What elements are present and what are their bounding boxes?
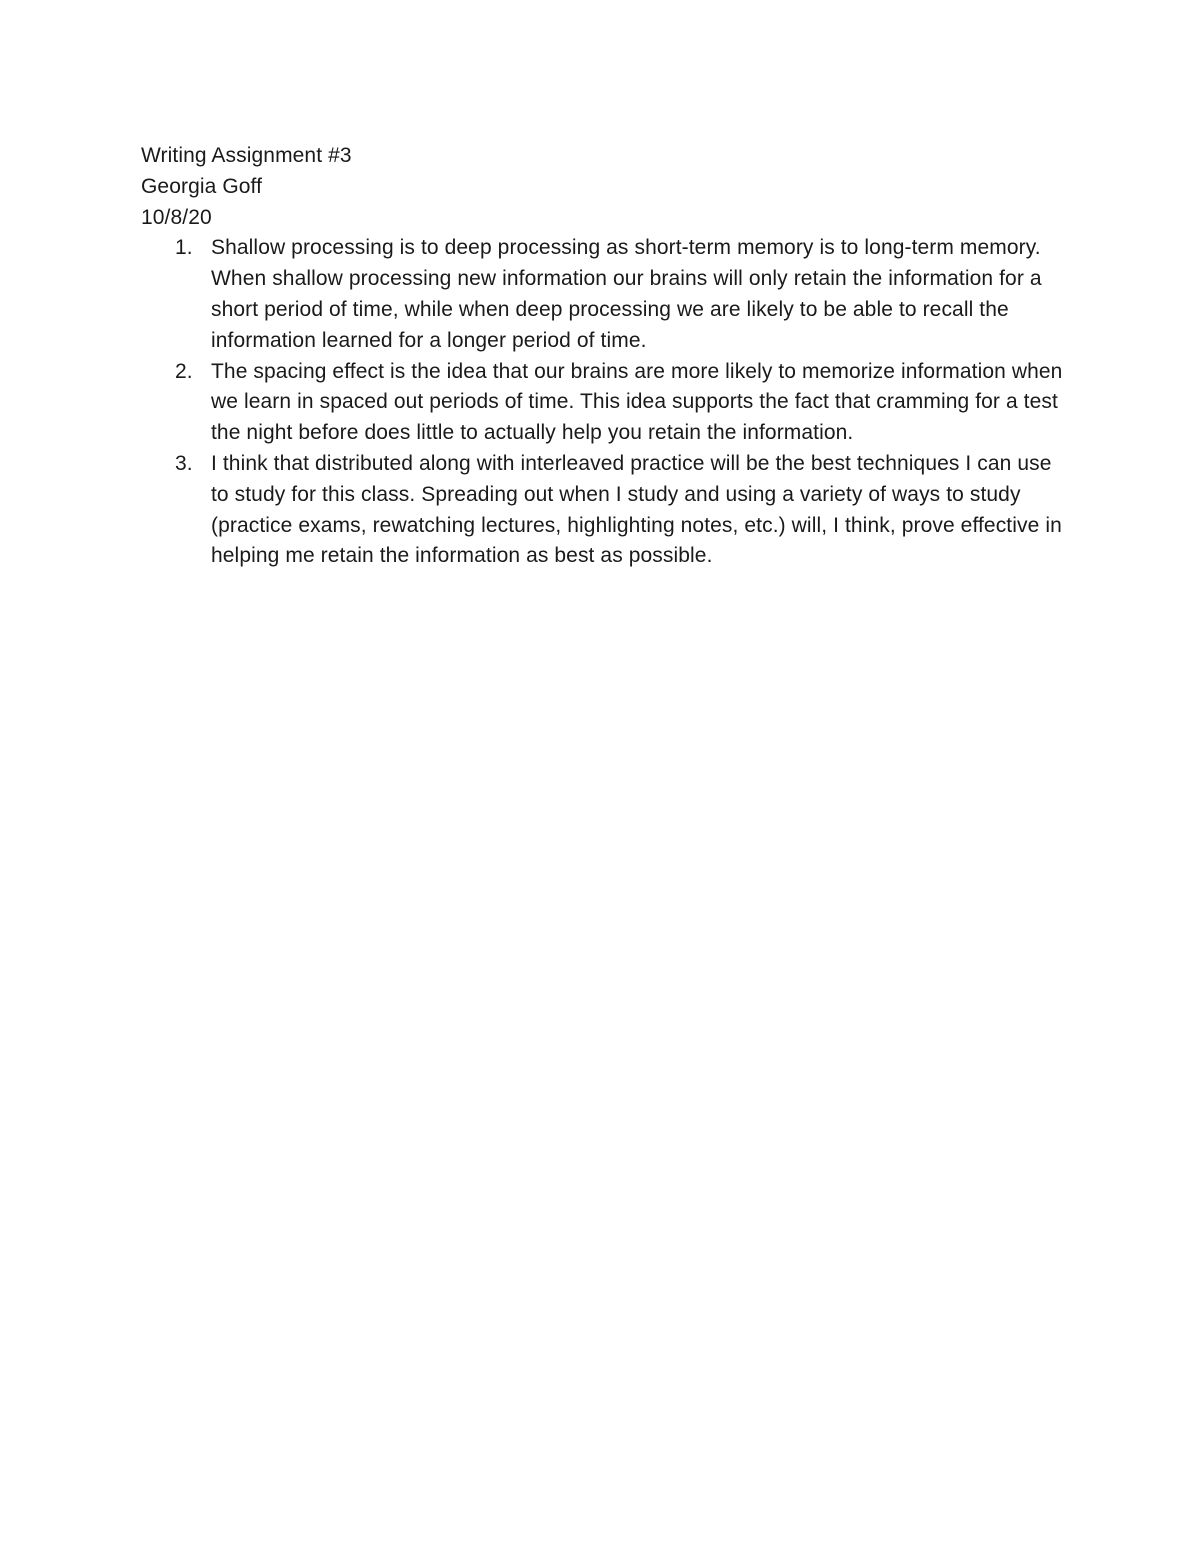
answer-item-3 bbox=[141, 449, 1071, 572]
answer-number-2: 2. bbox=[175, 359, 193, 383]
assignment-date: 10/8/20 bbox=[141, 205, 212, 229]
assignment-title: Writing Assignment #3 bbox=[141, 144, 352, 167]
answer-text-1: Shallow processing is to deep processing as short-term memory is to long-term memory. When shallow processing new information our brains will only retain the information for a short period of time, while when deep processing we are likely to be able to recall the information learned for a longer period of time. bbox=[211, 236, 1042, 352]
answer-number-3: 3. bbox=[175, 451, 193, 475]
answer-item-1 bbox=[141, 233, 1071, 356]
answer-list bbox=[141, 233, 1071, 572]
answer-item-2 bbox=[141, 357, 1071, 449]
answer-text-2: The spacing effect is the idea that our brains are more likely to memorize information when we learn in spaced out periods of time. This idea supports the fact that cramming for a test the night before does little to actually help you retain the information. bbox=[211, 359, 1063, 445]
author-name: Georgia Goff bbox=[141, 174, 263, 198]
document-body bbox=[141, 141, 1071, 572]
answer-number-1: 1. bbox=[175, 236, 193, 260]
answer-text-3: I think that distributed along with interleaved practice will be the best techniques I can use to study for this class. Spreading out when I study and using a variety of ways to study (practice exams, rewatching lectures, highlighting notes, etc.) will, I think, prove effective in helping me retain the information as best as possible. bbox=[211, 451, 1062, 568]
